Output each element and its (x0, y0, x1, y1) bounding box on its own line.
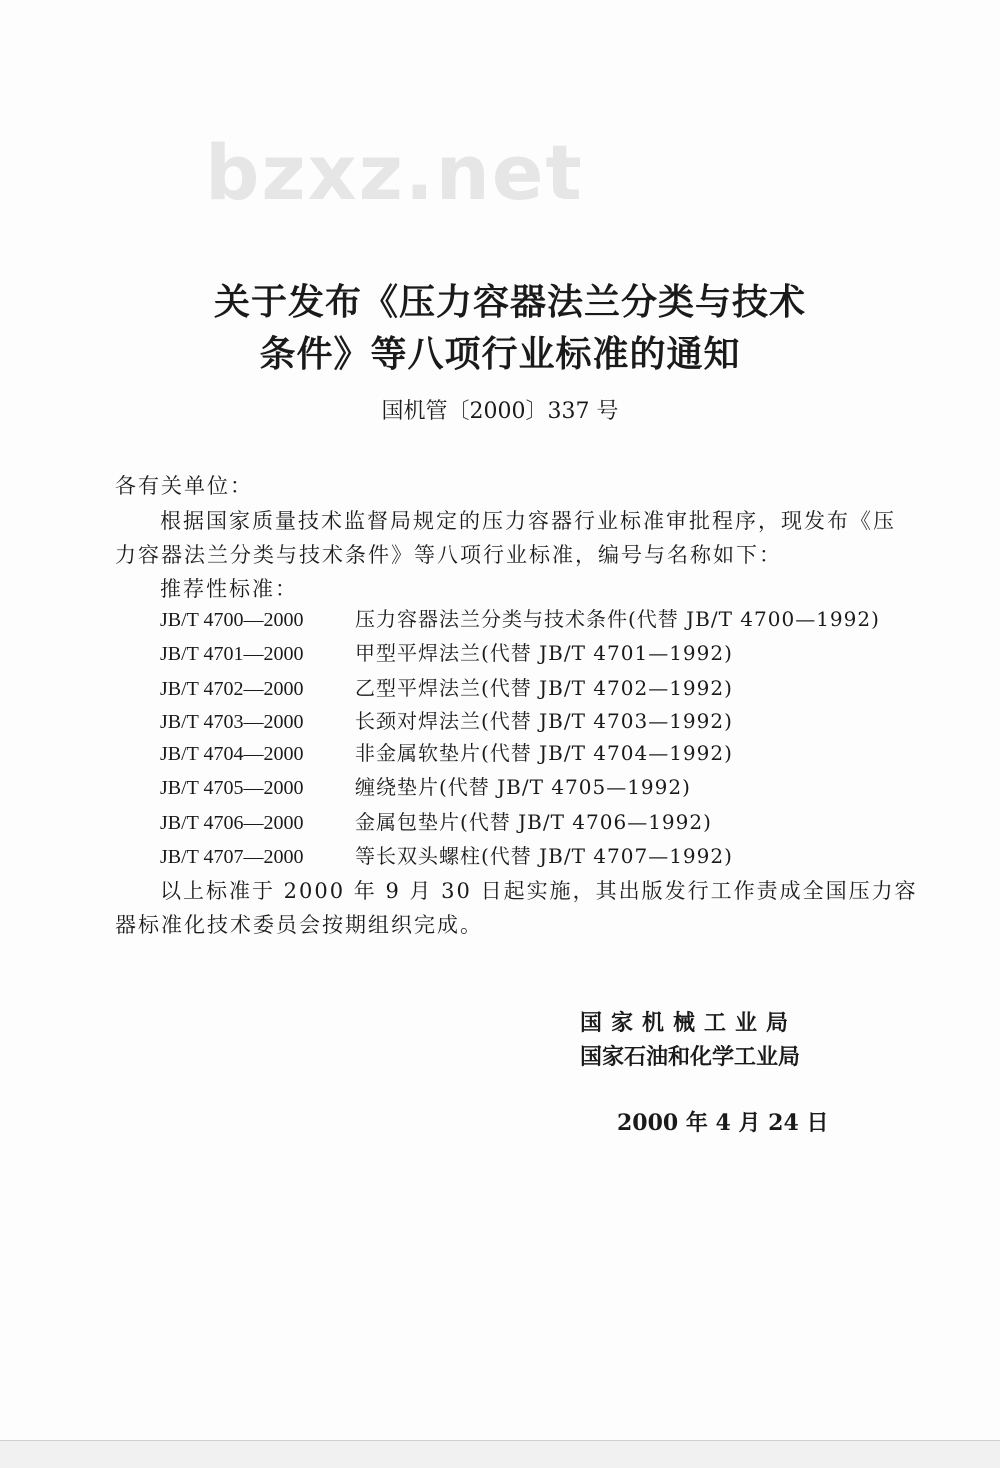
standard-name: 长颈对焊法兰(代替 JB/T 4703—1992) (355, 709, 733, 733)
standard-row (160, 705, 733, 734)
standard-row (160, 603, 880, 632)
notice-title-line1: 关于发布《压力容器法兰分类与技术 (213, 281, 806, 323)
closing-line1: 以上标准于 2000 年 9 月 30 日起实施，其出版发行工作责成全国压力容 (160, 879, 918, 903)
standard-row (160, 806, 712, 835)
standard-code: JB/T 4706—2000 (160, 812, 304, 834)
signatory-machinery-bureau: 国家机械工业局 (580, 1010, 798, 1036)
standard-code: JB/T 4702—2000 (160, 678, 304, 700)
standard-code: JB/T 4705—2000 (160, 777, 304, 799)
standard-name: 乙型平焊法兰(代替 JB/T 4702—1992) (355, 676, 733, 700)
intro-line2: 力容器法兰分类与技术条件》等八项行业标准，编号与名称如下： (115, 543, 782, 567)
issue-date: 2000 年 4 月 24 日 (617, 1110, 829, 1136)
standard-code: JB/T 4700—2000 (160, 609, 304, 631)
intro-line1: 根据国家质量技术监督局规定的压力容器行业标准审批程序，现发布《压 (160, 509, 896, 533)
standard-name: 缠绕垫片(代替 JB/T 4705—1992) (355, 775, 691, 799)
salutation: 各有关单位： (115, 474, 253, 498)
standard-row (160, 840, 733, 869)
document-number: 国机管〔2000〕337 号 (381, 399, 619, 424)
standard-name: 金属包垫片(代替 JB/T 4706—1992) (355, 810, 712, 834)
standard-code: JB/T 4707—2000 (160, 846, 304, 868)
standard-row (160, 672, 733, 701)
recommended-standards-label: 推荐性标准： (160, 577, 298, 601)
signatory-petrochemical-bureau: 国家石油和化学工业局 (580, 1044, 801, 1070)
standard-name: 甲型平焊法兰(代替 JB/T 4701—1992) (355, 641, 733, 665)
standard-name: 非金属软垫片(代替 JB/T 4704—1992) (355, 741, 733, 765)
standard-name: 压力容器法兰分类与技术条件(代替 JB/T 4700—1992) (355, 607, 880, 631)
standard-code: JB/T 4704—2000 (160, 743, 304, 765)
standard-row (160, 737, 733, 766)
watermark-text: bzxz.net (205, 128, 584, 217)
standard-row (160, 637, 733, 666)
notice-title-line2: 条件》等八项行业标准的通知 (259, 333, 741, 375)
standard-code: JB/T 4701—2000 (160, 643, 304, 665)
standard-code: JB/T 4703—2000 (160, 711, 304, 733)
standard-name: 等长双头螺柱(代替 JB/T 4707—1992) (355, 844, 733, 868)
scan-bottom-edge (0, 1440, 1000, 1468)
closing-line2: 器标准化技术委员会按期组织完成。 (115, 913, 483, 937)
standard-row (160, 771, 691, 800)
